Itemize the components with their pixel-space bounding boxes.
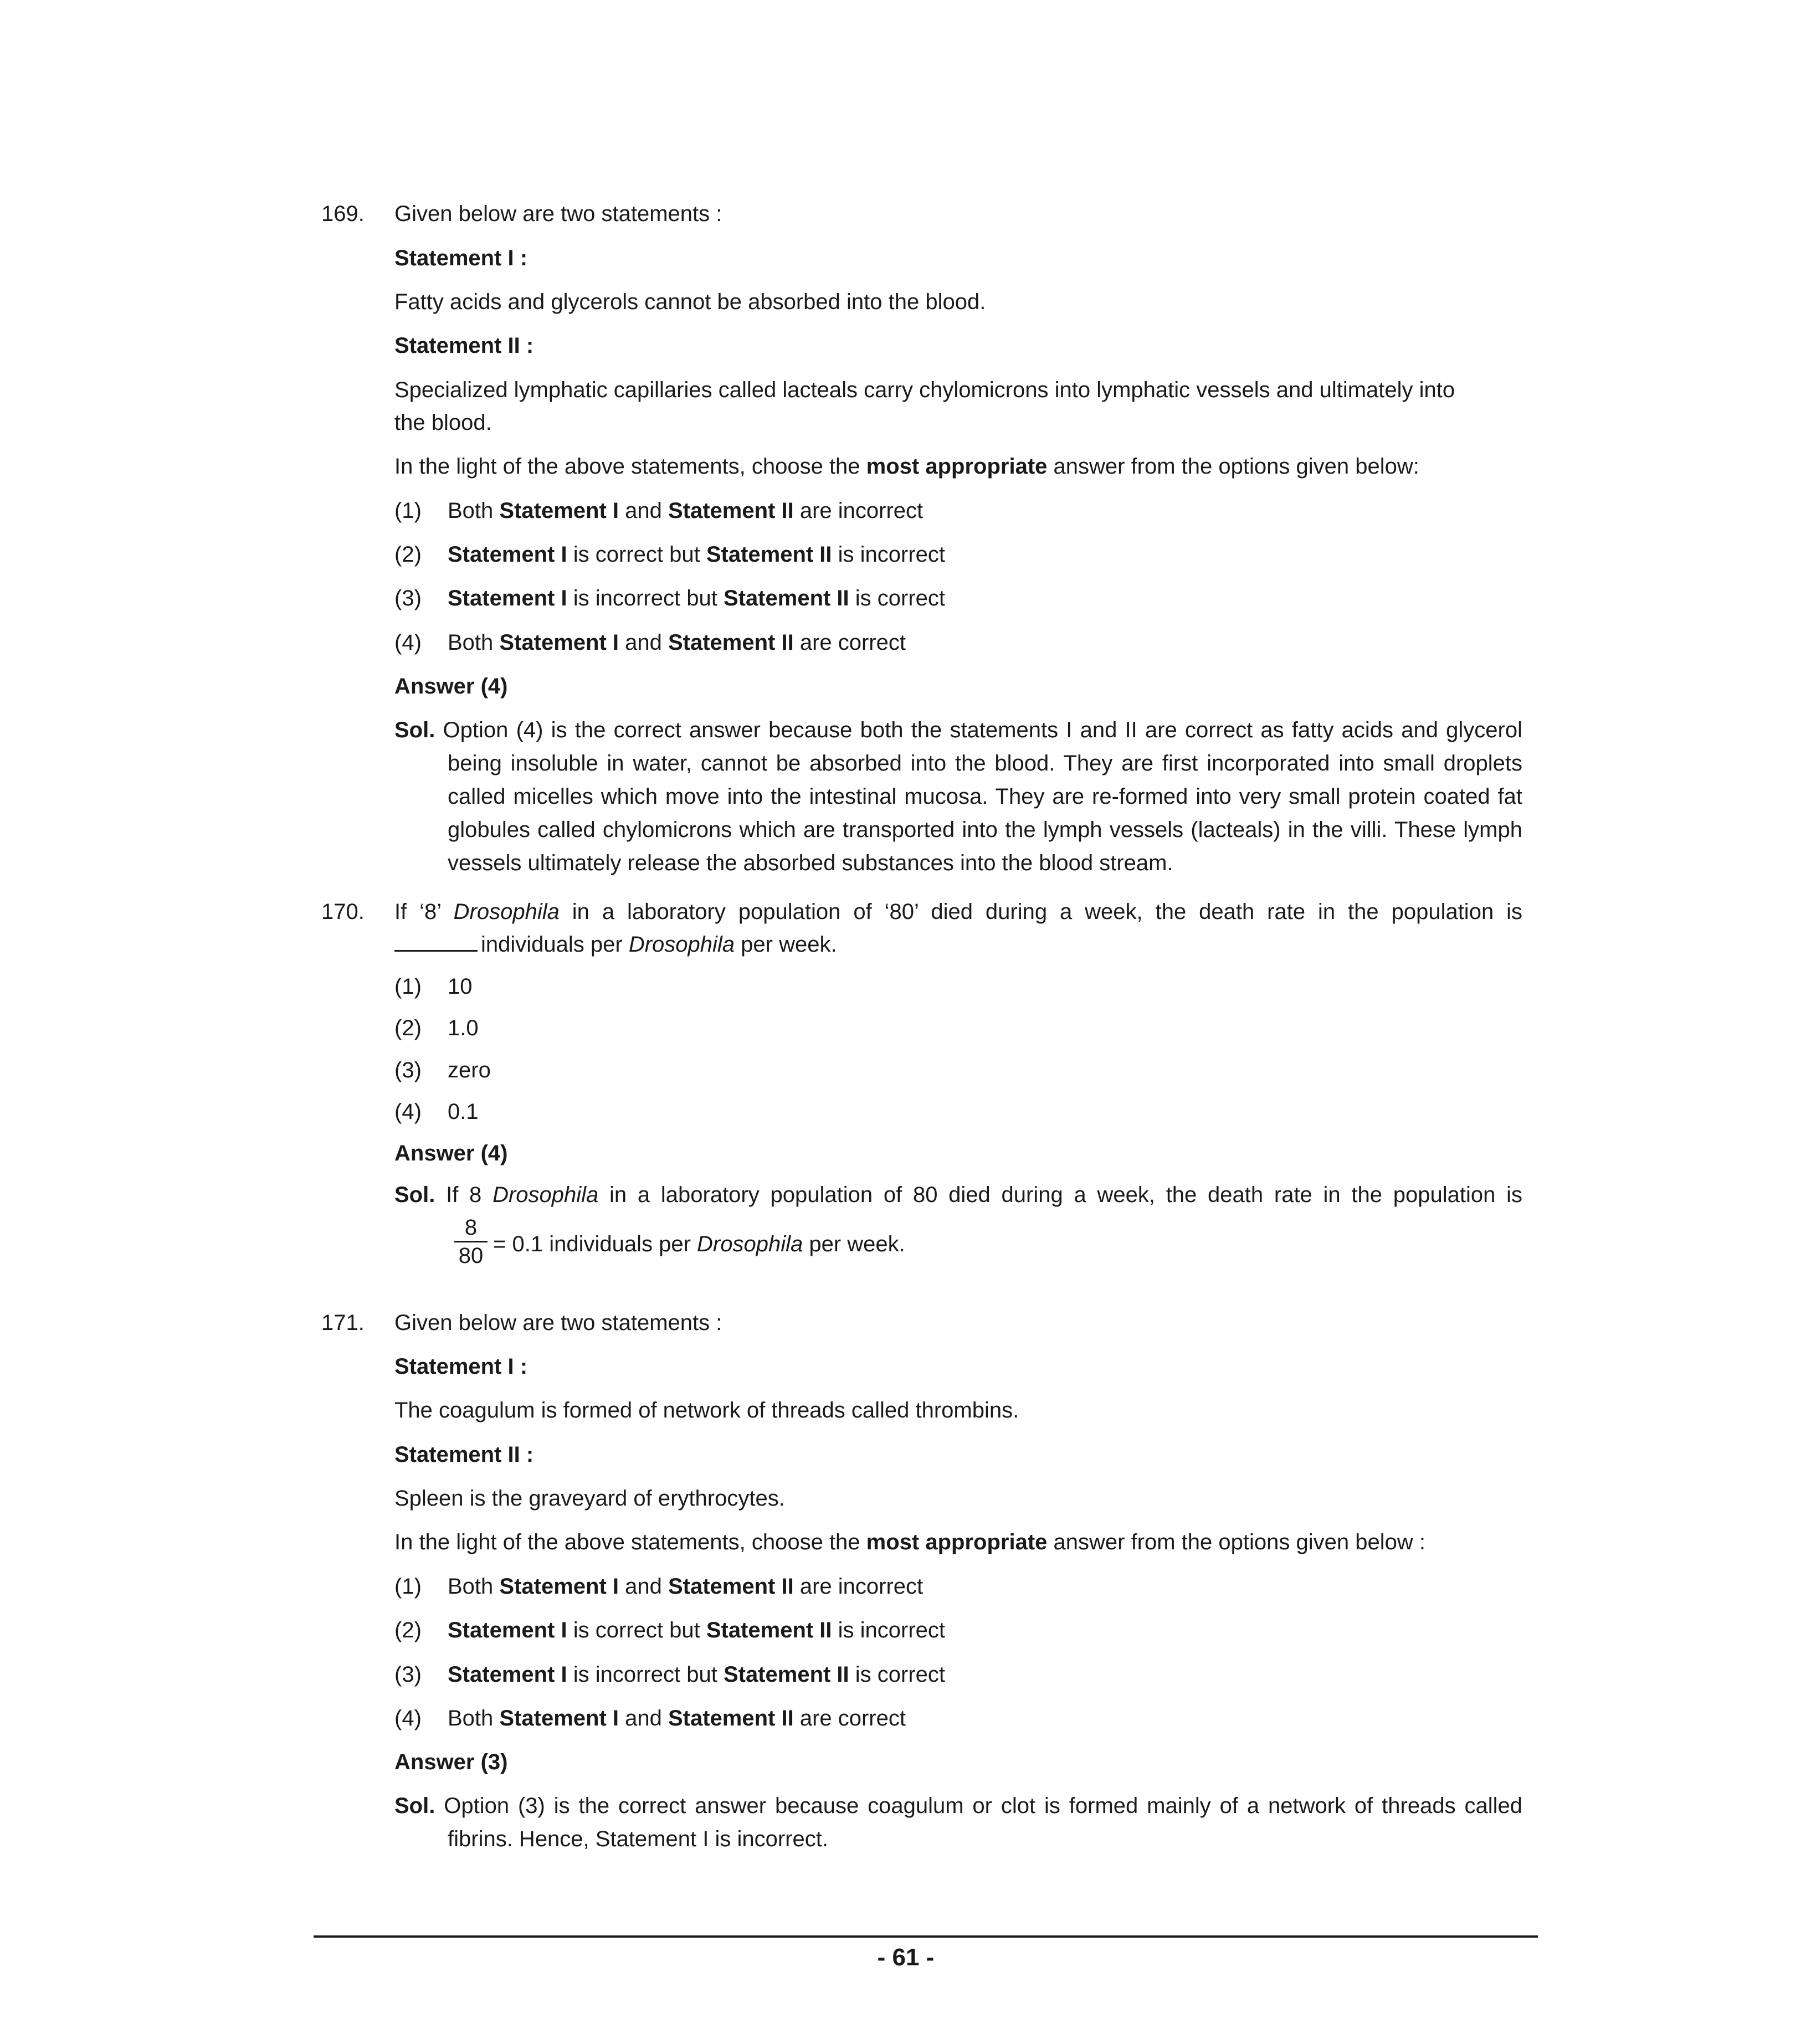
statement-1-label: Statement I :	[394, 246, 528, 270]
solution-171	[394, 1789, 1522, 1856]
solution-169	[394, 713, 1522, 880]
fraction-result: = 0.1 individuals per Drosophila per week.	[493, 1232, 905, 1256]
option-text: 0.1	[448, 1100, 479, 1124]
statement-2-text-line1: Specialized lymphatic capillaries called lacteals carry chylomicrons into lymphatic vessels and ultimately into	[394, 378, 1455, 402]
question-170-stem-line2: individuals per Drosophila per week.	[394, 928, 837, 961]
solution-label: Sol.	[394, 1183, 435, 1207]
statement-1-label: Statement I :	[394, 1354, 528, 1379]
solution-text: Option (4) is the correct answer because both the statements I and II are correct as fatty acids and glycerol being insoluble in water, cannot be absorbed into the blood. They are first incorporated into small droplets called micelles which move into the intestinal mucosa. They are re-formed into very small protein coated fat globules called chylomicrons which are transported into the lymph vessels (lacteals) in the villi. These lymph vessels ultimately release the absorbed substances into the blood stream.	[443, 718, 1522, 875]
option-number: (1)	[394, 974, 422, 999]
option-text: Statement I is correct but Statement II is incorrect	[448, 542, 946, 567]
fraction	[454, 1214, 488, 1269]
option-number: (3)	[394, 1058, 422, 1082]
solution-170: Sol. If 8 Drosophila in a laboratory population of 80 died during a week, the death rate in the population is	[394, 1183, 1523, 1207]
footer-divider	[314, 1935, 1538, 1938]
option-text: Statement I is incorrect but Statement II is correct	[448, 586, 946, 610]
option-text: zero	[448, 1058, 491, 1082]
option-text: Statement I is incorrect but Statement II is correct	[448, 1662, 946, 1687]
question-171-prompt: In the light of the above statements, choose the most appropriate answer from the options given below :	[394, 1530, 1425, 1554]
statement-1-text: Fatty acids and glycerols cannot be absorbed into the blood.	[394, 290, 986, 314]
statement-2-label: Statement II :	[394, 333, 534, 358]
answer-label: Answer (3)	[394, 1750, 508, 1774]
statement-2-text: Spleen is the graveyard of erythrocytes.	[394, 1486, 785, 1511]
option-text: Both Statement I and Statement II are correct	[448, 1706, 906, 1730]
option-text: Both Statement I and Statement II are incorrect	[448, 1574, 924, 1599]
fraction-denominator: 80	[458, 1244, 484, 1268]
fraction-numerator: 8	[454, 1214, 488, 1242]
option-number: (3)	[394, 1662, 422, 1687]
question-number-169: 169.	[321, 202, 365, 226]
solution-text: Option (3) is the correct answer because coagulum or clot is formed mainly of a network of threads called fibrins. Hence, Statement I is incorrect.	[444, 1794, 1522, 1851]
question-169-prompt: In the light of the above statements, choose the most appropriate answer from the options given below:	[394, 454, 1419, 479]
statement-2-text-line2: the blood.	[394, 410, 492, 435]
answer-label: Answer (4)	[394, 1141, 508, 1165]
option-text: Both Statement I and Statement II are incorrect	[448, 499, 924, 523]
option-number: (4)	[394, 630, 422, 655]
option-text: Statement I is correct but Statement II is incorrect	[448, 1618, 946, 1642]
option-number: (2)	[394, 1618, 422, 1642]
question-number-170: 170.	[321, 900, 365, 924]
answer-blank	[394, 928, 478, 952]
solution-label: Sol.	[394, 1794, 435, 1818]
question-number-171: 171.	[321, 1311, 365, 1335]
question-169-stem: Given below are two statements :	[394, 202, 722, 226]
option-text: Both Statement I and Statement II are correct	[448, 630, 906, 655]
question-170-stem-line1: If ‘8’ Drosophila in a laboratory population of ‘80’ died during a week, the death rate in the population is	[394, 900, 1522, 924]
option-number: (1)	[394, 499, 422, 523]
option-number: (4)	[394, 1706, 422, 1730]
option-number: (2)	[394, 542, 422, 567]
option-number: (2)	[394, 1016, 422, 1040]
solution-label: Sol.	[394, 718, 435, 742]
option-text: 10	[448, 974, 473, 999]
statement-2-label: Statement II :	[394, 1442, 534, 1467]
option-text: 1.0	[448, 1016, 479, 1040]
statement-1-text: The coagulum is formed of network of threads called thrombins.	[394, 1398, 1019, 1422]
page-number: - 61 -	[877, 1944, 935, 1971]
question-171-stem: Given below are two statements :	[394, 1311, 722, 1335]
answer-label: Answer (4)	[394, 674, 508, 699]
option-number: (1)	[394, 1574, 422, 1599]
option-number: (3)	[394, 586, 422, 610]
option-number: (4)	[394, 1100, 422, 1124]
